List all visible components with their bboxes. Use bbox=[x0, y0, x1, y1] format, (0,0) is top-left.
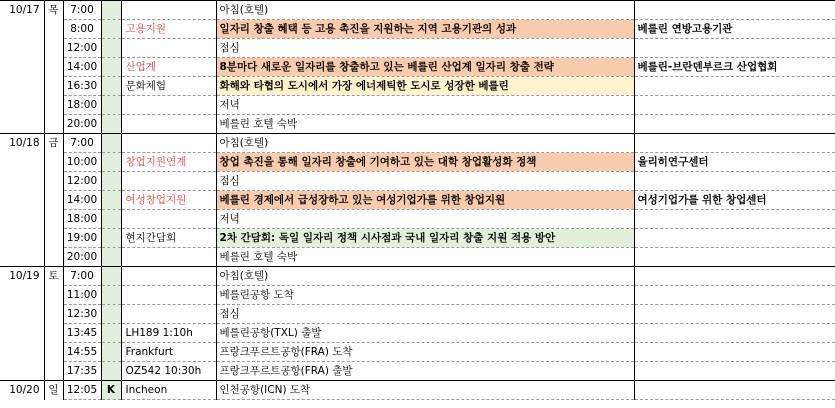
date-cell[interactable] bbox=[0, 77, 44, 96]
category-cell[interactable] bbox=[121, 1, 216, 20]
date-cell[interactable] bbox=[0, 362, 44, 381]
table-row bbox=[0, 381, 835, 400]
flag-cell[interactable] bbox=[101, 20, 121, 39]
weekday-cell[interactable]: 토 bbox=[44, 267, 63, 286]
flag-cell[interactable] bbox=[101, 1, 121, 20]
category-cell[interactable]: Frankfurt bbox=[121, 343, 216, 362]
time-cell[interactable]: 7:00 bbox=[63, 267, 101, 286]
flag-cell[interactable] bbox=[101, 172, 121, 191]
organization-cell[interactable] bbox=[634, 267, 835, 286]
description-cell[interactable]: 창업 촉진을 통해 일자리 창출에 기여하고 있는 대학 창업활성화 정책 bbox=[216, 153, 634, 172]
weekday-cell[interactable] bbox=[44, 153, 63, 172]
date-cell[interactable]: 10/17 bbox=[0, 1, 44, 20]
category-cell[interactable] bbox=[121, 305, 216, 324]
description-cell[interactable]: 베를린 경제에서 급성장하고 있는 여성기업가를 위한 창업지원 bbox=[216, 191, 634, 210]
flag-cell[interactable] bbox=[101, 267, 121, 286]
date-cell[interactable] bbox=[0, 324, 44, 343]
description-cell[interactable]: 아침(호텔) bbox=[216, 267, 634, 286]
category-cell[interactable]: LH189 1:10h bbox=[121, 324, 216, 343]
organization-cell[interactable]: 율리히연구센터 bbox=[634, 153, 835, 172]
organization-cell[interactable]: 여성기업가를 위한 창업센터 bbox=[634, 191, 835, 210]
weekday-cell[interactable] bbox=[44, 210, 63, 229]
flag-cell[interactable] bbox=[101, 286, 121, 305]
date-cell[interactable] bbox=[0, 229, 44, 248]
description-cell[interactable]: 베를린 호텔 숙박 bbox=[216, 115, 634, 134]
date-cell[interactable] bbox=[0, 172, 44, 191]
category-cell[interactable] bbox=[121, 134, 216, 153]
category-cell[interactable] bbox=[121, 172, 216, 191]
weekday-cell[interactable] bbox=[44, 248, 63, 267]
time-cell[interactable]: 12:00 bbox=[63, 39, 101, 58]
description-cell[interactable]: 베를린 호텔 숙박 bbox=[216, 248, 634, 267]
time-cell[interactable]: 14:55 bbox=[63, 343, 101, 362]
date-cell[interactable] bbox=[0, 153, 44, 172]
table-row bbox=[0, 324, 835, 343]
organization-cell[interactable] bbox=[634, 172, 835, 191]
time-cell[interactable]: 19:00 bbox=[63, 229, 101, 248]
flag-cell[interactable] bbox=[101, 77, 121, 96]
weekday-cell[interactable]: 금 bbox=[44, 134, 63, 153]
time-cell[interactable]: 14:00 bbox=[63, 191, 101, 210]
weekday-cell[interactable] bbox=[44, 115, 63, 134]
table-row bbox=[0, 362, 835, 381]
category-cell[interactable]: 문화체험 bbox=[121, 77, 216, 96]
category-cell[interactable]: Incheon bbox=[121, 381, 216, 400]
category-cell[interactable]: 창업지원연계 bbox=[121, 153, 216, 172]
description-cell[interactable]: 프랑크푸르트공항(FRA) 도착 bbox=[216, 343, 634, 362]
category-cell[interactable]: OZ542 10:30h bbox=[121, 362, 216, 381]
table-row bbox=[0, 267, 835, 286]
date-cell[interactable]: 10/20 bbox=[0, 381, 44, 400]
organization-cell[interactable] bbox=[634, 343, 835, 362]
flag-cell[interactable] bbox=[101, 153, 121, 172]
table-row bbox=[0, 39, 835, 58]
table-row bbox=[0, 96, 835, 115]
flag-cell[interactable] bbox=[101, 343, 121, 362]
table-row bbox=[0, 210, 835, 229]
description-cell[interactable]: 인천공항(ICN) 도착 bbox=[216, 381, 634, 400]
description-cell[interactable]: 화해와 타협의 도시에서 가장 에너제틱한 도시로 성장한 베를린 bbox=[216, 77, 634, 96]
flag-cell[interactable] bbox=[101, 191, 121, 210]
weekday-cell[interactable] bbox=[44, 77, 63, 96]
table-row bbox=[0, 286, 835, 305]
table-row bbox=[0, 115, 835, 134]
organization-cell[interactable] bbox=[634, 115, 835, 134]
description-cell[interactable]: 프랑크푸르트공항(FRA) 출발 bbox=[216, 362, 634, 381]
flag-cell[interactable] bbox=[101, 305, 121, 324]
organization-cell[interactable]: 베를린-브란덴부르크 산업협회 bbox=[634, 58, 835, 77]
organization-cell[interactable] bbox=[634, 381, 835, 400]
category-cell[interactable] bbox=[121, 39, 216, 58]
date-cell[interactable]: 10/19 bbox=[0, 267, 44, 286]
table-row bbox=[0, 248, 835, 267]
description-cell[interactable]: 8분마다 새로운 일자리를 창출하고 있는 베를린 산업계 일자리 창출 전략 bbox=[216, 58, 634, 77]
organization-cell[interactable]: 베를린 연방고용기관 bbox=[634, 20, 835, 39]
date-cell[interactable] bbox=[0, 210, 44, 229]
date-cell[interactable] bbox=[0, 343, 44, 362]
weekday-cell[interactable] bbox=[44, 172, 63, 191]
time-cell[interactable]: 8:00 bbox=[63, 20, 101, 39]
category-cell[interactable] bbox=[121, 267, 216, 286]
time-cell[interactable]: 20:00 bbox=[63, 115, 101, 134]
weekday-cell[interactable] bbox=[44, 58, 63, 77]
organization-cell[interactable] bbox=[634, 229, 835, 248]
weekday-cell[interactable]: 목 bbox=[44, 1, 63, 20]
time-cell[interactable]: 16:30 bbox=[63, 77, 101, 96]
category-cell[interactable] bbox=[121, 210, 216, 229]
date-cell[interactable]: 10/18 bbox=[0, 134, 44, 153]
category-cell[interactable] bbox=[121, 96, 216, 115]
table-row bbox=[0, 134, 835, 153]
time-cell[interactable]: 18:00 bbox=[63, 96, 101, 115]
date-cell[interactable] bbox=[0, 191, 44, 210]
flag-cell[interactable] bbox=[101, 362, 121, 381]
weekday-cell[interactable] bbox=[44, 39, 63, 58]
weekday-cell[interactable] bbox=[44, 324, 63, 343]
table-row bbox=[0, 1, 835, 20]
date-cell[interactable] bbox=[0, 39, 44, 58]
description-cell[interactable]: 점심 bbox=[216, 172, 634, 191]
description-cell[interactable]: 점심 bbox=[216, 39, 634, 58]
weekday-cell[interactable] bbox=[44, 362, 63, 381]
weekday-cell[interactable] bbox=[44, 305, 63, 324]
weekday-cell[interactable]: 일 bbox=[44, 381, 63, 400]
flag-cell[interactable] bbox=[101, 324, 121, 343]
table-row bbox=[0, 20, 835, 39]
organization-cell[interactable] bbox=[634, 362, 835, 381]
category-cell[interactable]: 여성창업지원 bbox=[121, 191, 216, 210]
category-cell[interactable]: 산업계 bbox=[121, 58, 216, 77]
time-cell[interactable]: 11:00 bbox=[63, 286, 101, 305]
organization-cell[interactable] bbox=[634, 324, 835, 343]
date-cell[interactable] bbox=[0, 115, 44, 134]
organization-cell[interactable] bbox=[634, 248, 835, 267]
time-cell[interactable]: 14:00 bbox=[63, 58, 101, 77]
time-cell[interactable]: 12:05 bbox=[63, 381, 101, 400]
flag-cell[interactable] bbox=[101, 210, 121, 229]
organization-cell[interactable] bbox=[634, 77, 835, 96]
date-cell[interactable] bbox=[0, 305, 44, 324]
description-cell[interactable]: 베를린공항 도착 bbox=[216, 286, 634, 305]
table-row bbox=[0, 191, 835, 210]
organization-cell[interactable] bbox=[634, 39, 835, 58]
time-cell[interactable]: 13:45 bbox=[63, 324, 101, 343]
category-cell[interactable] bbox=[121, 115, 216, 134]
table-row bbox=[0, 305, 835, 324]
date-cell[interactable] bbox=[0, 96, 44, 115]
description-cell[interactable]: 점심 bbox=[216, 305, 634, 324]
date-cell[interactable] bbox=[0, 248, 44, 267]
description-cell[interactable]: 일자리 창출 혜택 등 고용 촉진을 지원하는 지역 고용기관의 성과 bbox=[216, 20, 634, 39]
table-row bbox=[0, 172, 835, 191]
flag-cell[interactable] bbox=[101, 58, 121, 77]
weekday-cell[interactable] bbox=[44, 286, 63, 305]
organization-cell[interactable] bbox=[634, 210, 835, 229]
flag-cell[interactable] bbox=[101, 39, 121, 58]
flag-cell[interactable] bbox=[101, 96, 121, 115]
date-cell[interactable] bbox=[0, 20, 44, 39]
weekday-cell[interactable] bbox=[44, 96, 63, 115]
table-row bbox=[0, 153, 835, 172]
flag-cell[interactable] bbox=[101, 134, 121, 153]
organization-cell[interactable] bbox=[634, 134, 835, 153]
time-cell[interactable]: 7:00 bbox=[63, 1, 101, 20]
category-cell[interactable] bbox=[121, 248, 216, 267]
description-cell[interactable]: 아침(호텔) bbox=[216, 134, 634, 153]
organization-cell[interactable] bbox=[634, 305, 835, 324]
flag-cell[interactable]: K bbox=[101, 381, 121, 400]
table-row bbox=[0, 77, 835, 96]
time-cell[interactable]: 18:00 bbox=[63, 210, 101, 229]
organization-cell[interactable] bbox=[634, 286, 835, 305]
time-cell[interactable]: 12:30 bbox=[63, 305, 101, 324]
table-row bbox=[0, 343, 835, 362]
table-row bbox=[0, 58, 835, 77]
weekday-cell[interactable] bbox=[44, 229, 63, 248]
time-cell[interactable]: 10:00 bbox=[63, 153, 101, 172]
flag-cell[interactable] bbox=[101, 229, 121, 248]
category-cell[interactable] bbox=[121, 286, 216, 305]
description-cell[interactable]: 저녁 bbox=[216, 96, 634, 115]
weekday-cell[interactable] bbox=[44, 191, 63, 210]
flag-cell[interactable] bbox=[101, 248, 121, 267]
description-cell[interactable]: 2차 간담회: 독일 일자리 정책 시사점과 국내 일자리 창출 지원 적용 방안 bbox=[216, 229, 634, 248]
description-cell[interactable]: 아침(호텔) bbox=[216, 1, 634, 20]
description-cell[interactable]: 베를린공항(TXL) 출발 bbox=[216, 324, 634, 343]
time-cell[interactable]: 20:00 bbox=[63, 248, 101, 267]
category-cell[interactable]: 고용지원 bbox=[121, 20, 216, 39]
organization-cell[interactable] bbox=[634, 1, 835, 20]
weekday-cell[interactable] bbox=[44, 343, 63, 362]
time-cell[interactable]: 7:00 bbox=[63, 134, 101, 153]
category-cell[interactable]: 현지간담회 bbox=[121, 229, 216, 248]
table-row bbox=[0, 229, 835, 248]
organization-cell[interactable] bbox=[634, 96, 835, 115]
date-cell[interactable] bbox=[0, 58, 44, 77]
date-cell[interactable] bbox=[0, 286, 44, 305]
description-cell[interactable]: 저녁 bbox=[216, 210, 634, 229]
time-cell[interactable]: 12:00 bbox=[63, 172, 101, 191]
time-cell[interactable]: 17:35 bbox=[63, 362, 101, 381]
flag-cell[interactable] bbox=[101, 115, 121, 134]
weekday-cell[interactable] bbox=[44, 20, 63, 39]
